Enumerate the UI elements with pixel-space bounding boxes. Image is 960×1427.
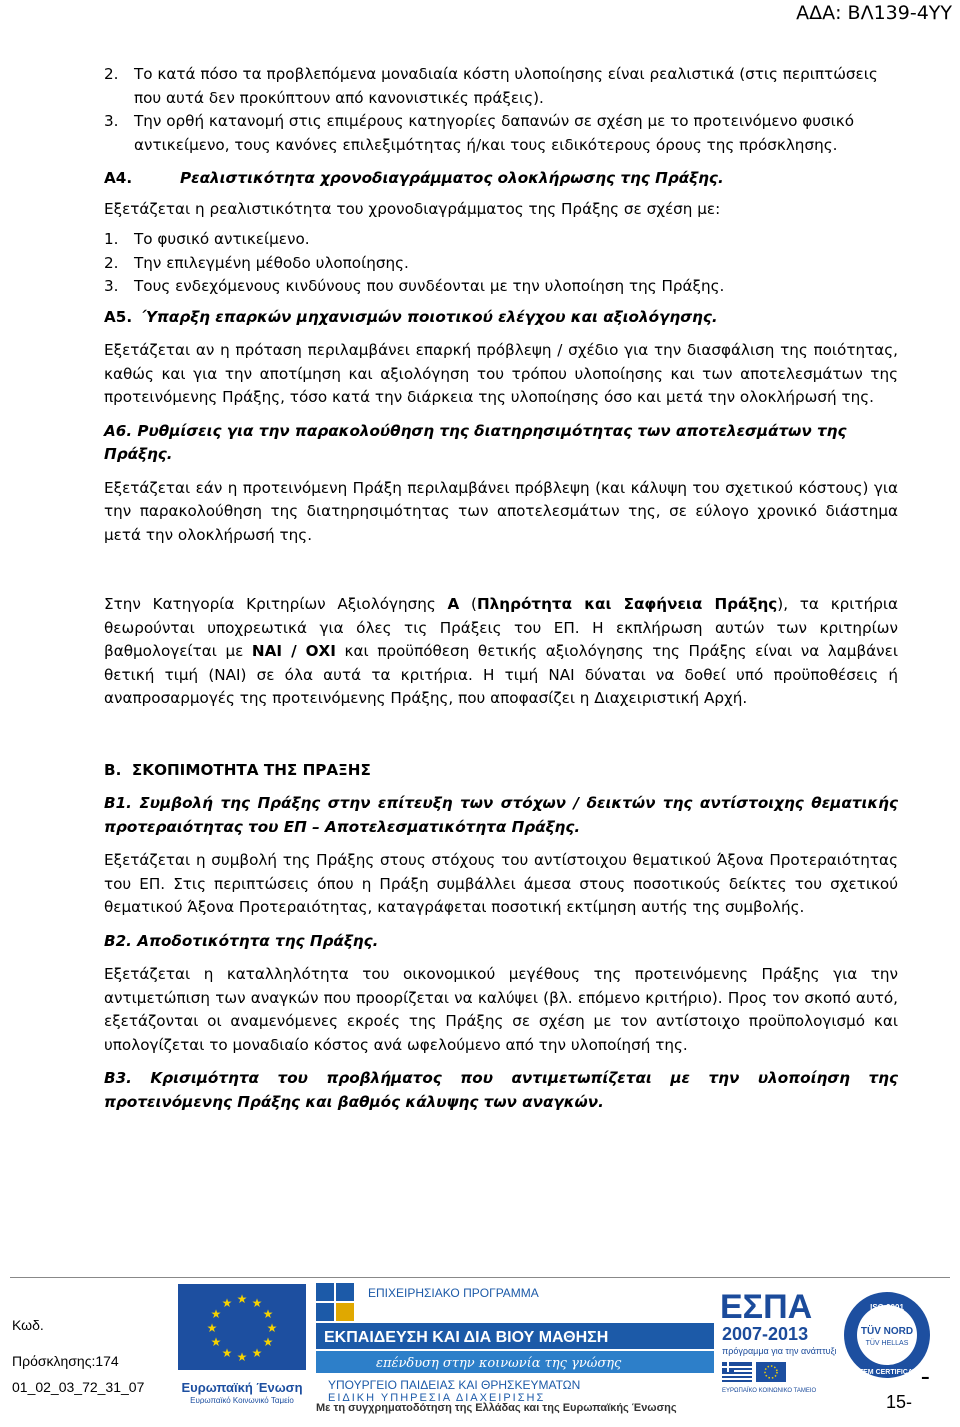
iso-label: ISO 9001: [870, 1303, 904, 1312]
list-text: Το κατά πόσο τα προβλεπόμενα μοναδιαία κόστη υλοποίησης είναι ρεαλιστικά (στις περιπτώσεις που αυτά δεν προκύπτουν από κανονιστικές πράξεις).: [134, 65, 878, 107]
list-item: [104, 228, 898, 252]
section-title: Ρεαλιστικότητα χρονοδιαγράμματος ολοκλήρωσης της Πράξης.: [180, 169, 724, 187]
espa-logo: [716, 1284, 836, 1398]
summary-paragraph: [104, 593, 898, 711]
document-body: [104, 63, 898, 1114]
section-heading-a6: Α6. Ρυθμίσεις για την παρακολούθηση της διατηρησιμότητας των αποτελεσμάτων της Πράξης.: [104, 421, 847, 463]
svg-text:★: ★: [236, 1350, 248, 1364]
tuv-certification-logo: [842, 1290, 932, 1384]
summary-bold: Πληρότητα και Σαφήνεια Πράξης: [476, 595, 778, 613]
list-text: Την ορθή κατανομή στις επιμέρους κατηγορίες δαπανών σε σχέση με το προτεινόμενο φυσικό αντικείμενο, τους κανόνες επιλεξιμότητας ή/και τους ειδικότερους όρους της πρόσκλησης.: [134, 112, 855, 154]
footer-call-code: [12, 1314, 144, 1398]
section-title: Ύπαρξη επαρκών μηχανισμών ποιοτικού ελέγχου και αξιολόγησης.: [142, 307, 718, 326]
eu-sub: Ευρωπαϊκό Κοινωνικό Ταμείο: [190, 1396, 294, 1404]
summary-bold: ΝΑΙ / ΟΧΙ: [251, 642, 336, 660]
summary-text: Στην Κατηγορία Κριτηρίων Αξιολόγησης: [104, 595, 448, 613]
tuv-label: TÜV NORD: [860, 1326, 914, 1337]
b2-body: Εξετάζεται η καταλληλότητα του οικονομικού μεγέθους της προτεινόμενης Πράξης για την αντιμετώπιση των αναγκών που προορίζεται να καλύψει (βλ. επόμενο κριτήριο). Προς τον σκοπό αυτό, εξετάζονται οι αναμενόμενες εκροές της Πράξης σε σχέση με τον αντίστοιχο προϋπολογισμό και υπολογίζεται το μοναδιαίο κόστος ανά ωφελούμενο από την υλοποίησή της.: [104, 965, 898, 1054]
list-number: 1.: [104, 230, 119, 248]
list-item: [104, 252, 898, 276]
section-heading-b3: Β3. Κρισιμότητα του προβλήματος που αντιμετωπίζεται με την υλοποίηση της προτεινόμενης Πράξης και βαθμός κάλυψης των αναγκών.: [104, 1069, 898, 1111]
ada-code: ΑΔΑ: ΒΛ139-4ΥΥ: [796, 2, 952, 24]
b1-body: Εξετάζεται η συμβολή της Πράξης στους στόχους του αντίστοιχου θεματικού Άξονα Προτεραιότητας του ΕΠ. Στις περιπτώσεις όπου η Πράξη συμβάλλει άμεσα στους ποσοτικούς δείκτες του σχετικού θεματικού Άξονα Προτεραιότητας, καταγράφεται ποσοτική εκτίμηση αυτής της συμβολής.: [104, 851, 898, 916]
footer-dash: -: [920, 1362, 930, 1392]
program-slogan: επένδυση στην κοινωνία της γνώσης: [376, 1356, 622, 1371]
ministry-name: ΥΠΟΥΡΓΕΙΟ ΠΑΙΔΕΙΑΣ ΚΑΙ ΘΡΗΣΚΕΥΜΑΤΩΝ: [328, 1378, 581, 1392]
program-label: ΕΠΙΧΕΙΡΗΣΙΑΚΟ ΠΡΟΓΡΑΜΜΑ: [368, 1286, 539, 1300]
summary-text: και προϋπόθεση θετικής αξιολόγησης της Πράξης είναι να λαμβάνει θετική τιμή (ΝΑΙ) σε όλα αυτά τα κριτήρια. Η τιμή ΝΑΙ δύναται να δοθεί υπό προϋποθέσεις ή αναπροσαρμογές της προτεινόμενης Πράξης, που αποφασίζει η Διαχειριστική Αρχή.: [104, 642, 899, 707]
list-item: [104, 275, 898, 299]
section-heading-a5: [104, 306, 898, 330]
list-number: 3.: [104, 277, 119, 295]
summary-text: ), τα κριτήρια θεωρούνται υποχρεωτικά για όλες τις Πράξεις του ΕΠ. Η εκπλήρωση αυτών των κριτηρίων βαθμολογείται με: [104, 595, 898, 660]
a4-intro: Εξετάζεται η ρεαλιστικότητα του χρονοδιαγράμματος της Πράξης σε σχέση με:: [104, 199, 721, 218]
summary-text: (: [459, 595, 477, 613]
list-text: Το φυσικό αντικείμενο.: [134, 230, 310, 248]
section-heading-a4: [104, 167, 898, 191]
list-item: [104, 110, 898, 157]
svg-text:★: ★: [251, 1296, 263, 1310]
eu-logo: [178, 1284, 306, 1408]
espa-sub: πρόγραμμα για την ανάπτυξη: [722, 1346, 836, 1356]
cert-label: SYSTEM CERTIFICATION: [844, 1369, 930, 1376]
svg-text:★: ★: [251, 1346, 263, 1360]
greek-flag-icon: [722, 1362, 752, 1382]
list-item: [104, 63, 898, 110]
agency-name: ΕΙΔΙΚΗ ΥΠΗΡΕΣΙΑ ΔΙΑΧΕΙΡΙΣΗΣ: [328, 1392, 546, 1401]
eu-label: Ευρωπαϊκή Ένωση: [181, 1380, 303, 1395]
footer-code-label: Κωδ.: [12, 1317, 44, 1333]
list-number: 2.: [104, 253, 119, 272]
eu-flag-icon: [756, 1362, 786, 1382]
cofund-note: Με τη συγχρηματοδότηση της Ελλάδας και της Ευρωπαϊκής Ένωσης: [316, 1402, 677, 1414]
svg-text:★: ★: [236, 1292, 248, 1306]
a5-body: Εξετάζεται αν η πρόταση περιλαμβάνει επαρκή πρόβλεψη / σχέδιο για την διασφάλιση της ποιότητας, καθώς και για την αποτίμηση και αξιολόγηση του τρόπου υλοποίησης και των αποτελεσμάτων της προτεινόμενης Πράξης, τόσο κατά την διάρκεια της υλοποίησης όσο και μετά την ολοκλήρωσή της.: [104, 341, 898, 406]
svg-text:★: ★: [221, 1296, 233, 1310]
section-code: Α4.: [104, 169, 133, 187]
svg-text:★: ★: [206, 1321, 218, 1335]
section-code: Α5.: [104, 307, 133, 326]
section-heading-b: Β. ΣΚΟΠΙΜΟΤΗΤΑ ΤΗΣ ΠΡΑΞΗΣ: [104, 760, 371, 779]
svg-text:★: ★: [262, 1335, 274, 1349]
list-text: Την επιλεγμένη μέθοδο υλοποίησης.: [134, 253, 409, 272]
program-name: ΕΚΠΑΙΔΕΥΣΗ ΚΑΙ ΔΙΑ ΒΙΟΥ ΜΑΘΗΣΗ: [324, 1329, 609, 1346]
espa-label: ΕΣΠΑ: [720, 1288, 813, 1326]
espa-years: 2007-2013: [722, 1324, 809, 1344]
espa-sub2: ΕΥΡΩΠΑΪΚΟ ΚΟΙΝΩΝΙΚΟ ΤΑΜΕΙΟ: [722, 1388, 817, 1394]
footer-divider: [10, 1277, 950, 1278]
tuv-hellas: TÜV HELLAS: [865, 1340, 909, 1347]
page-number: 15-: [885, 1392, 912, 1412]
list-number: 2.: [104, 65, 119, 83]
program-logo: [316, 1283, 714, 1405]
svg-text:★: ★: [210, 1307, 222, 1321]
summary-bold: Α: [447, 595, 460, 613]
footer-code-number: 01_02_03_72_31_07: [12, 1379, 145, 1395]
svg-text:★: ★: [262, 1307, 274, 1321]
svg-text:★: ★: [221, 1346, 233, 1360]
list-number: 3.: [104, 112, 119, 130]
svg-text:★: ★: [210, 1335, 222, 1349]
a6-body: Εξετάζεται εάν η προτεινόμενη Πράξη περιλαμβάνει πρόβλεψη (και κάλυψη του σχετικού κόστους) για την παρακολούθηση της διατηρησιμότητας των αποτελεσμάτων της, σε εύλογο χρονικό διάστημα μετά την ολοκλήρωσή της.: [104, 478, 898, 544]
footer-call-label: Πρόσκλησης:174: [12, 1353, 119, 1369]
section-heading-b1: Β1. Συμβολή της Πράξης στην επίτευξη των στόχων / δεικτών της αντίστοιχης θεματικής προτεραιότητας του ΕΠ – Αποτελεσματικότητα Πράξης.: [104, 794, 898, 836]
section-heading-b2: Β2. Αποδοτικότητα της Πράξης.: [104, 931, 379, 950]
list-text: Τους ενδεχόμενους κινδύνους που συνδέονται με την υλοποίηση της Πράξης.: [134, 277, 725, 295]
svg-text:★: ★: [266, 1321, 278, 1335]
